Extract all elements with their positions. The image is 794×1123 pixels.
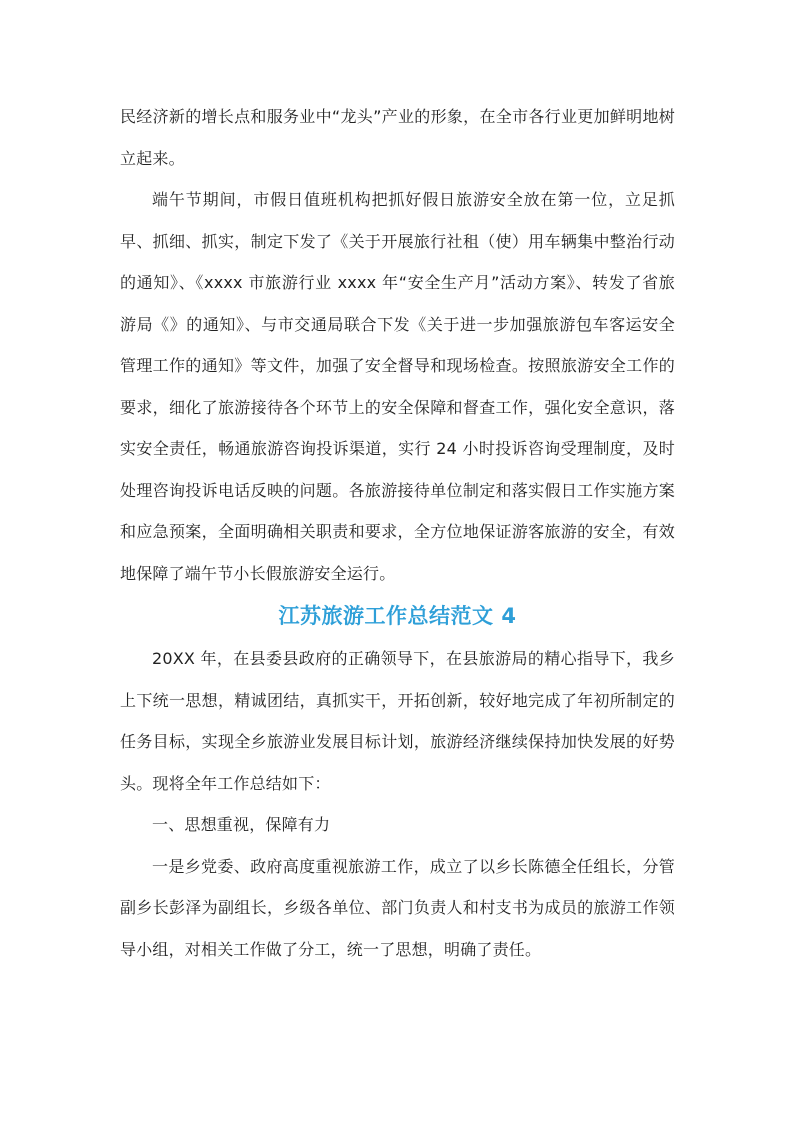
paragraph-dragon-boat-safety: 端午节期间，市假日值班机构把抓好假日旅游安全放在第一位，立足抓早、抓细、抓实，制定下发了《关于开展旅行社租（使）用车辆集中整治行动的通知》、《xxxx 市旅游行业 xxxx 年“安全生产月”活动方案》、转发了省旅游局《》的通知》、与市交通局联合下发《关于进一步加强旅游包车客运安全管理工作的通知》等文件，加强了安全督导和现场检查。按照旅游安全工作的要求，细化了旅游接待各个环节上的安全保障和督查工作，强化安全意识，落实安全责任，畅通旅游咨询投诉渠道，实行 24 小时投诉咨询受理制度，及时处理咨询投诉电话反映的问题。各旅游接待单位制定和落实假日工作实施方案和应急预案，全面明确相关职责和要求，全方位地保证游客旅游的安全，有效地保障了端午节小长假旅游安全运行。 xyxy=(120,190,675,583)
paragraph-continuation: 民经济新的增长点和服务业中“龙头”产业的形象，在全市各行业更加鲜明地树立起来。 xyxy=(120,107,675,168)
document-body xyxy=(120,96,675,970)
subheading-thought-emphasis: 一、思想重视，保障有力 xyxy=(152,815,331,834)
paragraph-leadership-group: 一是乡党委、政府高度重视旅游工作，成立了以乡长陈德全任组长，分管副乡长彭泽为副组长，乡级各单位、部门负责人和村支书为成员的旅游工作领导小组，对相关工作做了分工，统一了思想，明确了责任。 xyxy=(120,856,675,959)
section-heading: 江苏旅游工作总结范文 4 xyxy=(278,604,517,628)
paragraph-annual-intro: 20XX 年，在县委县政府的正确领导下，在县旅游局的精心指导下，我乡上下统一思想，精诚团结，真抓实干，开拓创新，较好地完成了年初所制定的任务目标，实现全乡旅游业发展目标计划，旅游经济继续保持加快发展的好势头。现将全年工作总结如下： xyxy=(120,649,675,793)
